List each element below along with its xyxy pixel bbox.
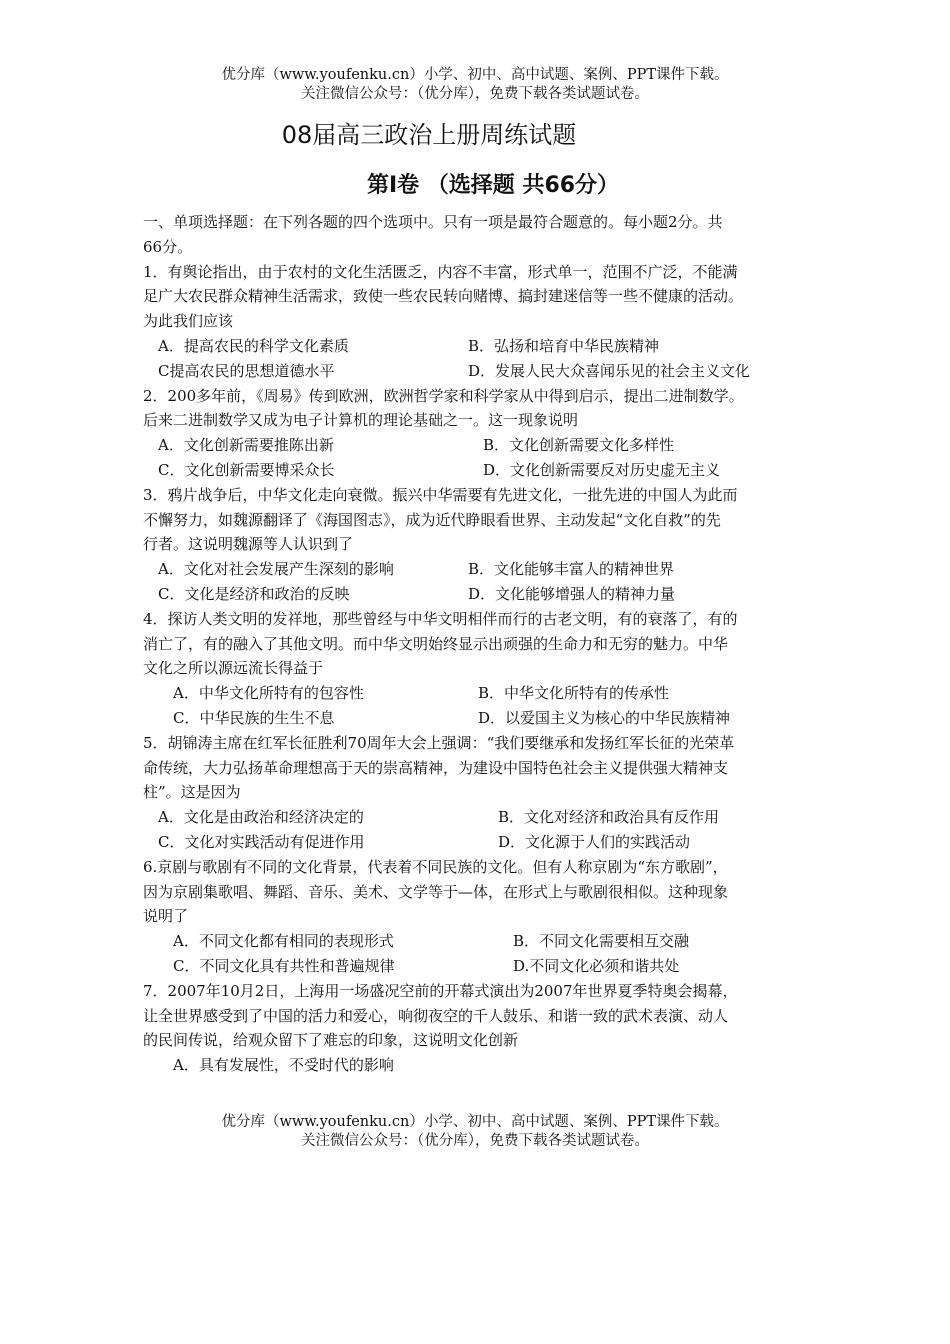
question-stem-line: 4．探访人类文明的发祥地，那些曾经与中华文明相伴而行的古老文明，有的衰落了，有的	[143, 609, 738, 628]
answer-option: D．文化源于人们的实践活动	[498, 832, 691, 851]
question-stem-line: 1．有舆论指出，由于农村的文化生活匮乏，内容不丰富，形式单一，范围不广泛，不能满	[143, 262, 738, 281]
answer-option: A．提高农民的科学文化素质	[158, 336, 349, 355]
question-stem-line: 文化之所以源远流长得益于	[143, 659, 324, 678]
option-row	[143, 334, 813, 359]
instructions-line: 一、单项选择题：在下列各题的四个选项中。只有一项是最符合题意的。每小题2分。共	[143, 213, 723, 231]
answer-option: D．文化创新需要反对历史虚无主义	[483, 460, 721, 479]
question-stem-line: 为此我们应该	[143, 312, 234, 331]
answer-option: A．中华文化所特有的包容性	[173, 684, 364, 703]
answer-option: A．文化对社会发展产生深刻的影响	[158, 560, 394, 579]
question-stem-line: 命传统，大力弘扬革命理想高于天的崇高精神，为建设中国特色社会主义提供强大精神支	[143, 758, 729, 777]
question-stem-line: 7．2007年10月2日，上海用一场盛况空前的开幕式演出为2007年世界夏季特奥会揭幕，	[143, 981, 738, 1000]
question-stem-line: 足广大农民群众精神生活需求，致使一些农民转向赌博、搞封建迷信等一些不健康的活动。	[143, 287, 744, 306]
answer-option: B．中华文化所特有的传承性	[478, 684, 670, 703]
question-stem-line: 5．胡锦涛主席在红军长征胜利70周年大会上强调：“我们要继承和发扬红军长征的光荣革	[143, 733, 735, 752]
answer-option: A．文化创新需要推陈出新	[158, 436, 334, 455]
instructions	[143, 210, 813, 260]
answer-option: C提高农民的思想道德水平	[158, 361, 335, 380]
footer-line-1: 优分库（www.youfenku.cn）小学、初中、高中试题、案例、PPT课件下载。	[221, 1114, 729, 1130]
question-2	[143, 384, 813, 483]
option-row	[143, 359, 813, 384]
answer-option: C．文化是经济和政治的反映	[158, 584, 350, 603]
answer-option: A．具有发展性，不受时代的影响	[173, 1056, 394, 1075]
answer-option: D．发展人民大众喜闻乐见的社会主义文化	[468, 361, 751, 380]
option-row	[143, 830, 813, 855]
question-1	[143, 260, 813, 384]
option-row	[143, 1053, 813, 1078]
option-row	[143, 954, 813, 979]
answer-option: D.不同文化必须和谐共处	[513, 956, 680, 975]
page-title: 08届高三政治上册周练试题	[281, 121, 577, 149]
option-row	[143, 681, 813, 706]
exam-body	[143, 210, 813, 1078]
answer-option: C．文化创新需要博采众长	[158, 460, 335, 479]
answer-option: B．弘扬和培育中华民族精神	[468, 336, 660, 355]
question-stem-line: 的民间传说，给观众留下了难忘的印象，这说明文化创新	[143, 1031, 519, 1050]
answer-option: B．不同文化需要相互交融	[513, 932, 690, 951]
question-stem-line: 因为京剧集歌唱、舞蹈、音乐、美术、文学等于—体，在形式上与歌剧很相似。这种现象	[143, 882, 729, 901]
page-header	[0, 66, 950, 104]
question-list	[143, 260, 813, 1078]
option-row	[143, 557, 813, 582]
option-row	[143, 805, 813, 830]
question-stem-line: 行者。这说明魏源等人认识到了	[143, 535, 354, 554]
question-stem-line: 3．鸦片战争后，中华文化走向衰微。振兴中华需要有先进文化，一批先进的中国人为此而	[143, 485, 738, 504]
question-7	[143, 979, 813, 1078]
question-5	[143, 731, 813, 855]
answer-option: A．不同文化都有相同的表现形式	[173, 932, 394, 951]
question-3	[143, 483, 813, 607]
answer-option: B．文化创新需要文化多样性	[483, 436, 675, 455]
header-line-2: 关注微信公众号：（优分库），免费下载各类试题试卷。	[301, 86, 649, 102]
option-row	[143, 433, 813, 458]
instructions-line: 66分。	[143, 237, 193, 256]
question-stem-line: 消亡了，有的融入了其他文明。而中华文明始终显示出顽强的生命力和无穷的魅力。中华	[143, 634, 729, 653]
option-row	[143, 582, 813, 607]
answer-option: C．中华民族的生生不息	[173, 708, 335, 727]
option-row	[143, 706, 813, 731]
header-line-1: 优分库（www.youfenku.cn）小学、初中、高中试题、案例、PPT课件下载。	[221, 67, 729, 83]
question-stem-line: 6.京剧与歌剧有不同的文化背景，代表着不同民族的文化。但有人称京剧为“东方歌剧”，	[143, 857, 728, 876]
page-footer	[0, 1113, 950, 1151]
question-stem-line: 说明了	[143, 907, 189, 926]
answer-option: D．以爱国主义为核心的中华民族精神	[478, 708, 731, 727]
footer-line-2: 关注微信公众号：（优分库），免费下载各类试题试卷。	[301, 1133, 649, 1149]
answer-option: D．文化能够增强人的精神力量	[468, 584, 676, 603]
answer-option: B．文化对经济和政治具有反作用	[498, 808, 720, 827]
question-6	[143, 855, 813, 979]
question-stem-line: 2．200多年前，《周易》传到欧洲，欧洲哲学家和科学家从中得到启示，提出二进制数学。	[143, 386, 744, 405]
option-row	[143, 458, 813, 483]
question-stem-line: 柱”。这是因为	[143, 783, 241, 802]
question-stem-line: 后来二进制数学又成为电子计算机的理论基础之一。这一现象说明	[143, 411, 579, 430]
question-stem-line: 让全世界感受到了中国的活力和爱心，响彻夜空的千人鼓乐、和谐一致的武术表演、动人	[143, 1006, 729, 1025]
option-row	[143, 929, 813, 954]
answer-option: B．文化能够丰富人的精神世界	[468, 560, 675, 579]
question-stem-line: 不懈努力，如魏源翻译了《海国图志》，成为近代睁眼看世界、主动发起“文化自救”的先	[143, 510, 721, 529]
answer-option: A．文化是由政治和经济决定的	[158, 808, 364, 827]
answer-option: C．文化对实践活动有促进作用	[158, 832, 365, 851]
section-title: 第Ⅰ卷 （选择题 共66分）	[366, 173, 620, 198]
answer-option: C．不同文化具有共性和普遍规律	[173, 956, 395, 975]
question-4	[143, 607, 813, 731]
